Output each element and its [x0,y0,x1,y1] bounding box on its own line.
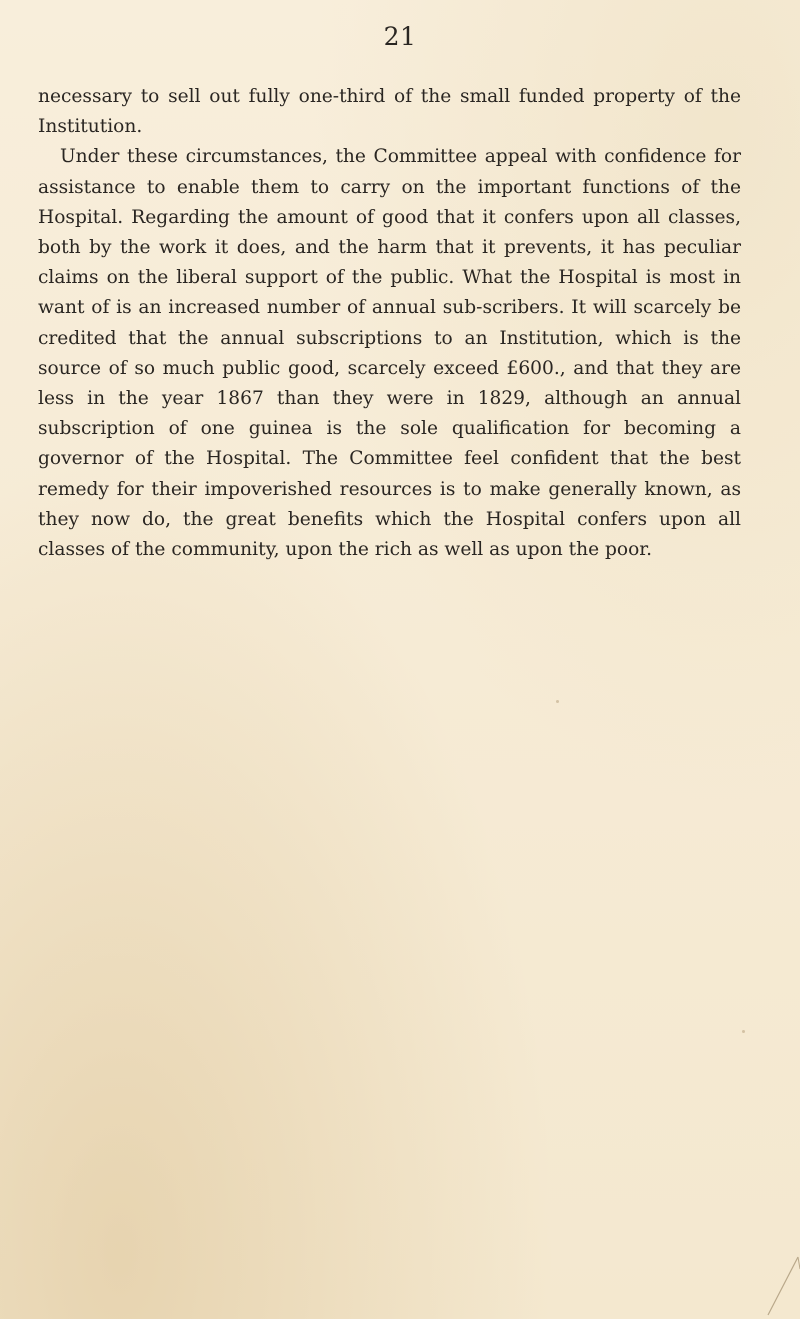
page-corner-fold [760,1249,800,1319]
paragraph-committee-appeal: Under these circumstances, the Committee appeal with confidence for assistance to enable them to carry on the important functions of the Hospital. Regarding the amount of good that it confers upon all classes, both by the work it does, and the harm that it prevents, it has peculiar claims on the liberal support of the public. What the Hospital is most in want of is an increased number of annual sub-scribers. It will scarcely be credited that the annual subscriptions to an Institution, which is the source of so much public good, scarcely exceed £600., and that they are less in the year 1867 than they were in 1829, although an annual subscription of one guinea is the sole qualification for becoming a governor of the Hospital. The Committee feel confident that the best remedy for their impoverished resources is to make generally known, as they now do, the great benefits which the Hospital confers upon all classes of the community, upon the rich as well as upon the poor. [38,146,741,561]
paper-speck [742,1030,745,1033]
paragraph-continuation: necessary to sell out fully one-third of the small funded property of the Institution. [38,86,741,138]
body-text [38,82,741,565]
paper-speck [556,700,559,703]
page-number: 21 [383,22,417,51]
